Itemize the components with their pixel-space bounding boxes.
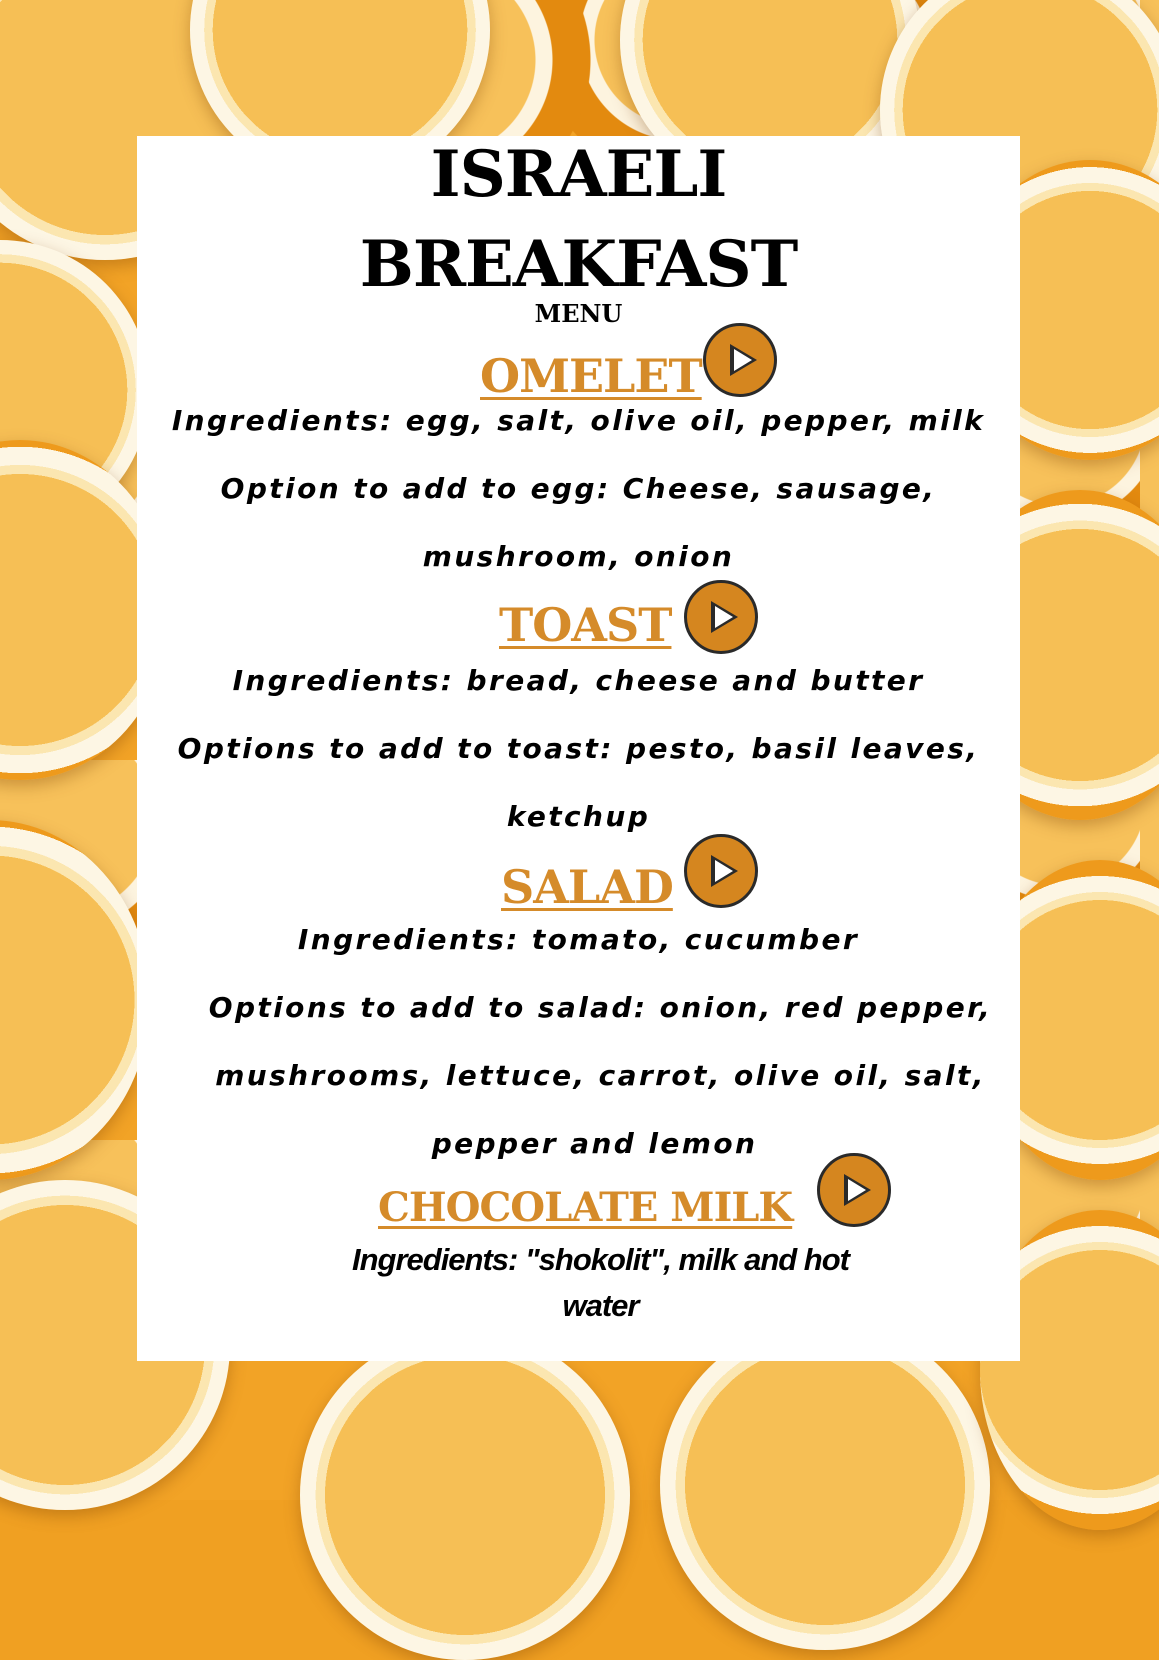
- orange-half: [660, 1320, 990, 1650]
- chocolate-milk-play-button[interactable]: [817, 1153, 891, 1227]
- salad-heading: SALAD: [501, 860, 673, 914]
- toast-ingredients: Ingredients: bread, cheese and butter: [232, 664, 925, 697]
- toast-play-button[interactable]: [684, 580, 758, 654]
- salad-options-cont1: mushrooms, lettuce, carrot, olive oil, salt,: [215, 1059, 986, 1092]
- omelet-play-button[interactable]: [703, 323, 777, 397]
- omelet-heading: OMELET: [480, 349, 702, 403]
- chocolate-milk-ingredients-cont: water: [562, 1288, 639, 1323]
- salad-options: Options to add to salad: onion, red pepper,: [208, 991, 993, 1024]
- play-icon: [711, 855, 738, 887]
- toast-options-cont: ketchup: [506, 800, 651, 833]
- salad-play-button[interactable]: [684, 834, 758, 908]
- omelet-options: Option to add to egg: Cheese, sausage,: [220, 472, 937, 505]
- omelet-options-cont: mushroom, onion: [422, 540, 735, 573]
- salad-ingredients: Ingredients: tomato, cucumber: [297, 923, 860, 956]
- menu-card: [137, 136, 1020, 1361]
- orange-half: [300, 1330, 630, 1660]
- play-icon: [730, 344, 757, 376]
- chocolate-milk-ingredients: Ingredients: "shokolit", milk and hot: [351, 1242, 850, 1277]
- chocolate-milk-heading: CHOCOLATE MILK: [378, 1184, 793, 1231]
- menu-title-line1: ISRAELI: [430, 137, 727, 212]
- menu-subtitle: MENU: [534, 299, 623, 328]
- omelet-ingredients: Ingredients: egg, salt, olive oil, pepper, milk: [171, 404, 986, 437]
- menu-title-line2: BREAKFAST: [359, 227, 798, 302]
- toast-options: Options to add to toast: pesto, basil leaves,: [177, 732, 980, 765]
- play-icon: [711, 601, 738, 633]
- salad-options-cont2: pepper and lemon: [431, 1127, 758, 1160]
- toast-heading: TOAST: [499, 598, 672, 652]
- orange-half: [0, 820, 150, 1180]
- play-icon: [844, 1174, 871, 1206]
